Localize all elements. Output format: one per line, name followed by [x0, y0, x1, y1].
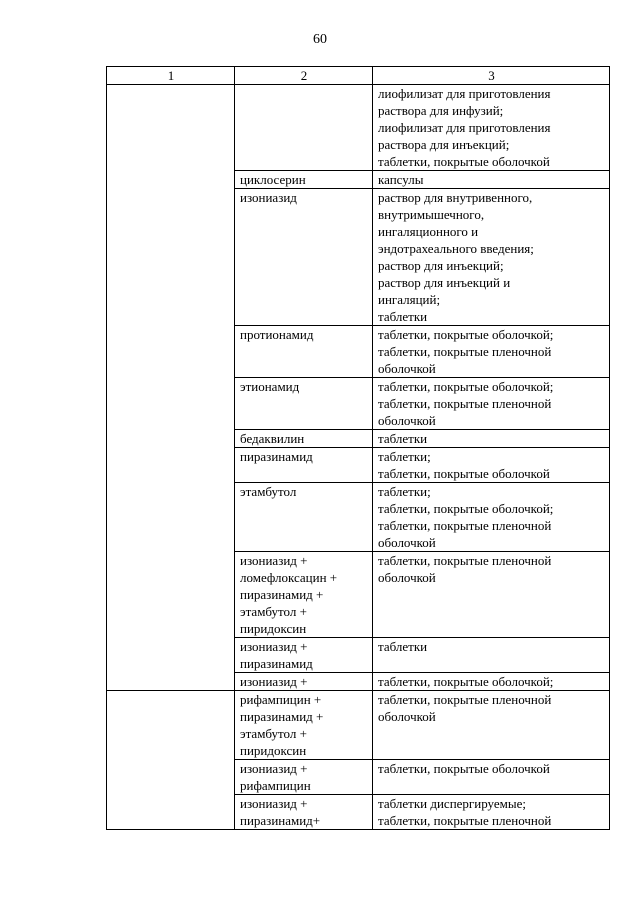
dosage-form-line: таблетки [378, 639, 428, 654]
dosage-form-line: ингаляций; [378, 292, 441, 307]
dosage-form-line: таблетки, покрытые пленочной [378, 344, 552, 359]
dosage-form-line: таблетки, покрытые оболочкой; [378, 674, 554, 689]
empty-group-cell [107, 691, 235, 830]
dosage-form-cell [373, 326, 610, 378]
drug-name-cell [235, 171, 373, 189]
header-col-2: 2 [235, 67, 373, 85]
drug-name-cell [235, 430, 373, 448]
header-col-3: 3 [373, 67, 610, 85]
dosage-form-line: раствор для инъекций; [378, 258, 504, 273]
drug-name-line: пиридоксин [240, 621, 307, 636]
dosage-form-line: ингаляционного и [378, 224, 479, 239]
dosage-form-line: оболочкой [378, 535, 436, 550]
dosage-form-line: внутримышечного, [378, 207, 485, 222]
drug-name-line: пиразинамид [240, 656, 313, 671]
dosage-form-line: раствор для внутривенного, [378, 190, 533, 205]
drug-name-cell [235, 673, 373, 691]
dosage-form-line: таблетки, покрытые пленочной [378, 518, 552, 533]
dosage-form-cell [373, 85, 610, 171]
empty-group-cell [107, 85, 235, 691]
dosage-form-cell [373, 483, 610, 552]
dosage-form-line: эндотрахеального введения; [378, 241, 534, 256]
drug-name-cell [235, 760, 373, 795]
drug-name-line: пиразинамид + [240, 587, 324, 602]
drug-name-line: протионамид [240, 327, 314, 342]
dosage-form-line: оболочкой [378, 709, 436, 724]
dosage-form-line: лиофилизат для приготовления [378, 120, 551, 135]
dosage-form-cell [373, 795, 610, 830]
drug-name-line: изониазид + [240, 674, 308, 689]
dosage-form-cell [373, 189, 610, 326]
table-row [107, 85, 610, 171]
dosage-form-cell [373, 430, 610, 448]
dosage-form-line: раствора для инфузий; [378, 103, 504, 118]
header-col-1: 1 [107, 67, 235, 85]
drug-name-line: пиразинамид + [240, 709, 324, 724]
drug-name-line: этамбутол [240, 484, 297, 499]
drug-name-cell [235, 691, 373, 760]
drug-name-cell [235, 326, 373, 378]
drug-name-cell [235, 483, 373, 552]
drug-name-line: изониазид [240, 190, 297, 205]
drug-name-line: изониазид + [240, 553, 308, 568]
drug-name-line: этамбутол + [240, 604, 307, 619]
page-number: 60 [313, 32, 327, 47]
drug-name-line: рифампицин + [240, 692, 322, 707]
table-header-row [107, 67, 610, 85]
dosage-form-cell [373, 691, 610, 760]
drug-name-line: пиразинамид [240, 449, 313, 464]
dosage-form-line: таблетки, покрытые оболочкой [378, 466, 550, 481]
dosage-form-cell [373, 760, 610, 795]
drug-name-line: циклосерин [240, 172, 306, 187]
drug-name-line: бедаквилин [240, 431, 305, 446]
drug-name-line: ломефлоксацин + [240, 570, 338, 585]
dosage-form-line: таблетки, покрытые пленочной [378, 813, 552, 828]
drug-name-cell [235, 378, 373, 430]
dosage-form-line: таблетки, покрытые оболочкой; [378, 501, 554, 516]
dosage-form-line: таблетки; [378, 449, 431, 464]
drug-name-line: рифампицин [240, 778, 311, 793]
dosage-form-line: таблетки, покрытые пленочной [378, 396, 552, 411]
drug-name-line: этамбутол + [240, 726, 307, 741]
dosage-form-line: таблетки; [378, 484, 431, 499]
dosage-form-line: оболочкой [378, 361, 436, 376]
dosage-form-line: таблетки, покрытые оболочкой; [378, 327, 554, 342]
drug-name-cell [235, 552, 373, 638]
drug-name-line: пиразинамид+ [240, 813, 321, 828]
dosage-form-cell [373, 673, 610, 691]
drug-name-line: этионамид [240, 379, 300, 394]
drug-name-line: изониазид + [240, 761, 308, 776]
drug-name-cell [235, 85, 373, 171]
dosage-form-line: таблетки [378, 431, 428, 446]
drug-name-cell [235, 448, 373, 483]
table-row [107, 691, 610, 760]
drug-name-line: пиридоксин [240, 743, 307, 758]
dosage-form-cell [373, 552, 610, 638]
medication-table [106, 66, 610, 830]
dosage-form-line: таблетки, покрытые пленочной [378, 553, 552, 568]
dosage-form-line: лиофилизат для приготовления [378, 86, 551, 101]
dosage-form-line: таблетки диспергируемые; [378, 796, 526, 811]
dosage-form-cell [373, 378, 610, 430]
dosage-form-line: таблетки [378, 309, 428, 324]
drug-name-cell [235, 795, 373, 830]
dosage-form-cell [373, 448, 610, 483]
dosage-form-line: раствора для инъекций; [378, 137, 510, 152]
dosage-form-line: раствор для инъекций и [378, 275, 511, 290]
dosage-form-cell [373, 171, 610, 189]
dosage-form-cell [373, 638, 610, 673]
drug-name-cell [235, 189, 373, 326]
drug-name-line: изониазид + [240, 639, 308, 654]
dosage-form-line: оболочкой [378, 570, 436, 585]
dosage-form-line: таблетки, покрытые оболочкой; [378, 379, 554, 394]
dosage-form-line: таблетки, покрытые пленочной [378, 692, 552, 707]
dosage-form-line: таблетки, покрытые оболочкой [378, 761, 550, 776]
dosage-form-line: капсулы [378, 172, 424, 187]
dosage-form-line: таблетки, покрытые оболочкой [378, 154, 550, 169]
dosage-form-line: оболочкой [378, 413, 436, 428]
drug-name-line: изониазид + [240, 796, 308, 811]
drug-name-cell [235, 638, 373, 673]
